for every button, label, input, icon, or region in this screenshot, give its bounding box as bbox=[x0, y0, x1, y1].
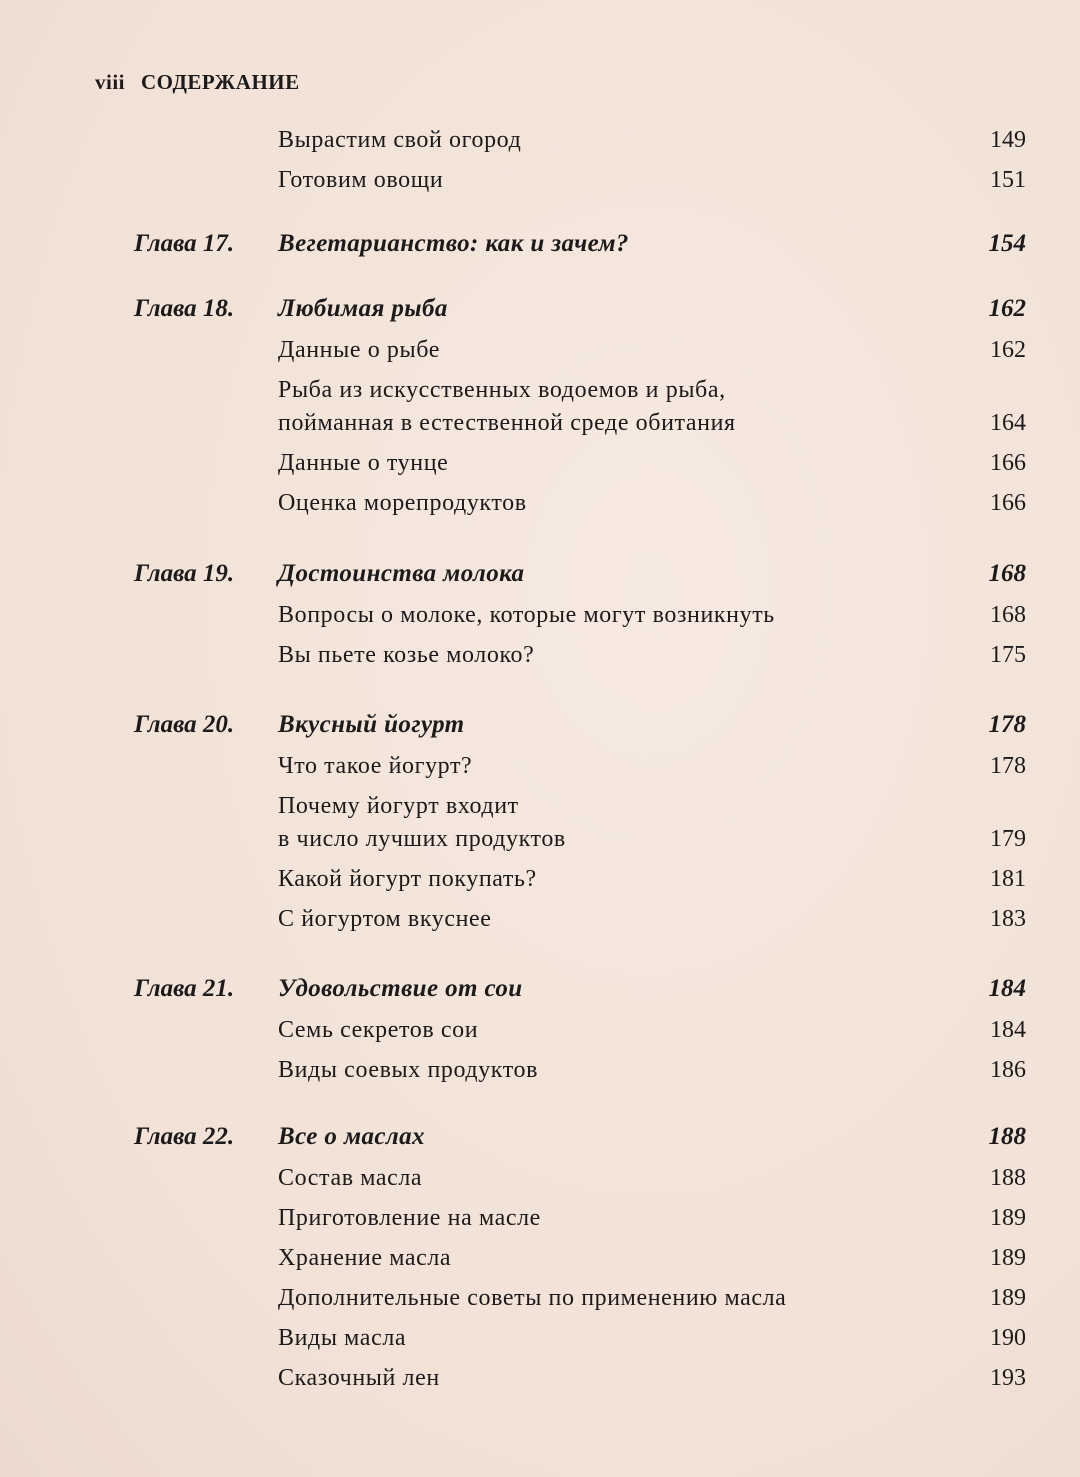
entry-title: Сказочный лен bbox=[278, 1365, 440, 1391]
entry-page: 193 bbox=[990, 1365, 1026, 1391]
entry-title: Данные о тунце bbox=[278, 450, 449, 476]
toc-entry bbox=[0, 162, 1080, 202]
entry-title: в число лучших продуктов bbox=[278, 826, 566, 852]
entry-page: 168 bbox=[990, 602, 1026, 628]
entry-page: 189 bbox=[990, 1245, 1026, 1271]
chapter-label: Глава 18. bbox=[134, 295, 235, 322]
running-head bbox=[95, 70, 300, 95]
entry-page: 178 bbox=[990, 753, 1026, 779]
entry-page: 164 bbox=[990, 410, 1026, 436]
entry-title: Виды соевых продуктов bbox=[278, 1057, 539, 1083]
chapter-title: Достоинства молока bbox=[278, 560, 525, 587]
chapter-label: Глава 21. bbox=[134, 975, 235, 1002]
toc-entry bbox=[0, 748, 1080, 788]
chapter-label: Глава 22. bbox=[134, 1123, 235, 1150]
toc-chapter bbox=[0, 291, 1080, 331]
toc-entry bbox=[0, 1360, 1080, 1400]
entry-page: 179 bbox=[990, 826, 1026, 852]
toc-chapter bbox=[0, 971, 1080, 1011]
toc-entry bbox=[0, 597, 1080, 637]
toc-entry bbox=[0, 861, 1080, 901]
toc-entry bbox=[0, 485, 1080, 525]
entry-page: 183 bbox=[990, 906, 1026, 932]
chapter-page: 188 bbox=[988, 1123, 1026, 1150]
running-title: СОДЕРЖАНИЕ bbox=[141, 70, 300, 94]
toc-entry bbox=[0, 1280, 1080, 1320]
chapter-label: Глава 19. bbox=[134, 560, 235, 587]
toc-entry bbox=[0, 1240, 1080, 1280]
entry-page: 189 bbox=[990, 1285, 1026, 1311]
toc-chapter bbox=[0, 226, 1080, 266]
entry-title: Семь секретов сои bbox=[278, 1017, 479, 1043]
toc-chapter bbox=[0, 1119, 1080, 1159]
chapter-title: Вегетарианство: как и зачем? bbox=[278, 230, 629, 257]
entry-title: Вы пьете козье молоко? bbox=[278, 642, 535, 668]
entry-page: 186 bbox=[990, 1057, 1026, 1083]
entry-page: 166 bbox=[990, 450, 1026, 476]
chapter-label: Глава 17. bbox=[134, 230, 235, 257]
chapter-page: 162 bbox=[988, 295, 1026, 322]
toc-entry bbox=[0, 1320, 1080, 1360]
toc-entry bbox=[0, 1160, 1080, 1200]
entry-title: Что такое йогурт? bbox=[278, 753, 473, 779]
entry-page: 184 bbox=[990, 1017, 1026, 1043]
toc-chapter bbox=[0, 556, 1080, 596]
entry-title: Состав масла bbox=[278, 1165, 423, 1191]
toc-entry bbox=[0, 1052, 1080, 1092]
entry-page: 188 bbox=[990, 1165, 1026, 1191]
entry-title: Оценка морепродуктов bbox=[278, 490, 527, 516]
entry-title: Вырастим свой огород bbox=[278, 127, 522, 153]
chapter-page: 178 bbox=[988, 711, 1026, 738]
entry-page: 189 bbox=[990, 1205, 1026, 1231]
entry-page: 181 bbox=[990, 866, 1026, 892]
chapter-page: 154 bbox=[988, 230, 1026, 257]
toc-entry bbox=[0, 122, 1080, 162]
entry-page: 151 bbox=[990, 167, 1026, 193]
entry-title: Приготовление на масле bbox=[278, 1205, 541, 1231]
chapter-label: Глава 20. bbox=[134, 711, 235, 738]
chapter-title: Любимая рыба bbox=[278, 295, 448, 322]
toc-entry bbox=[0, 445, 1080, 485]
entry-title: С йогуртом вкуснее bbox=[278, 906, 492, 932]
entry-title: Данные о рыбе bbox=[278, 337, 440, 363]
entry-title: Дополнительные советы по применению масла bbox=[278, 1285, 787, 1311]
entry-page: 149 bbox=[990, 127, 1026, 153]
chapter-page: 184 bbox=[988, 975, 1026, 1002]
entry-title: Какой йогурт покупать? bbox=[278, 866, 537, 892]
entry-title: Виды масла bbox=[278, 1325, 407, 1351]
entry-title: Рыба из искусственных водоемов и рыба, bbox=[278, 377, 726, 403]
entry-page: 175 bbox=[990, 642, 1026, 668]
toc-entry bbox=[0, 1012, 1080, 1052]
toc-entry bbox=[0, 901, 1080, 941]
toc-chapter bbox=[0, 707, 1080, 747]
chapter-title: Вкусный йогурт bbox=[278, 711, 465, 738]
toc-entry bbox=[0, 1200, 1080, 1240]
entry-title: Хранение масла bbox=[278, 1245, 452, 1271]
entry-title: Вопросы о молоке, которые могут возникнуть bbox=[278, 602, 775, 628]
chapter-page: 168 bbox=[988, 560, 1026, 587]
entry-page: 162 bbox=[990, 337, 1026, 363]
chapter-title: Удовольствие от сои bbox=[278, 975, 523, 1002]
entry-page: 166 bbox=[990, 490, 1026, 516]
entry-title: пойманная в естественной среде обитания bbox=[278, 410, 736, 436]
page-folio: viii bbox=[95, 70, 126, 94]
toc-entry bbox=[0, 405, 1080, 445]
toc-entry bbox=[0, 821, 1080, 861]
entry-page: 190 bbox=[990, 1325, 1026, 1351]
chapter-title: Все о маслах bbox=[278, 1123, 425, 1150]
entry-title: Готовим овощи bbox=[278, 167, 444, 193]
toc-entry bbox=[0, 332, 1080, 372]
toc-entry bbox=[0, 637, 1080, 677]
entry-title: Почему йогурт входит bbox=[278, 793, 519, 819]
